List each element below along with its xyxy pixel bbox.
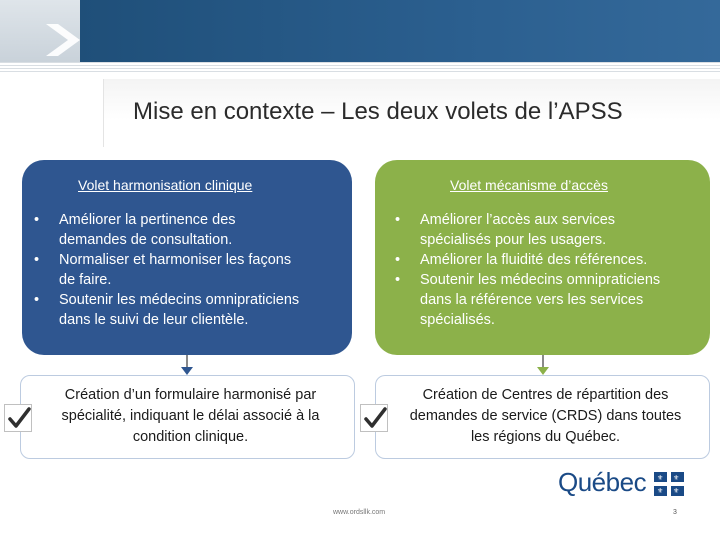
checkmark-icon <box>4 404 32 432</box>
bullet-line: Améliorer la fluidité des références. <box>420 252 648 268</box>
arrow-head <box>537 367 549 375</box>
arrow-head <box>181 367 193 375</box>
top-banner <box>0 0 720 62</box>
harmonisation-heading: Volet harmonisation clinique <box>78 177 253 193</box>
list-item <box>28 210 299 250</box>
logo-wordmark: Québec <box>558 467 647 497</box>
bullet-icon: • <box>34 252 40 268</box>
bullet-line: de faire. <box>59 272 112 288</box>
list-item <box>28 290 299 330</box>
bullet-line: Améliorer l’accès aux services <box>420 212 616 228</box>
harmonisation-bullets <box>28 210 299 330</box>
bullet-icon: • <box>395 212 401 228</box>
acces-panel <box>375 160 710 355</box>
result-line: Création d’un formulaire harmonisé par <box>64 387 317 403</box>
checkmark-icon <box>360 404 388 432</box>
result-line: demandes de service (CRDS) dans toutes <box>409 408 682 424</box>
bullet-line: spécialisés pour les usagers. <box>420 232 607 248</box>
bullet-line: spécialisés. <box>420 312 495 328</box>
acces-heading: Volet mécanisme d’accès <box>450 177 608 193</box>
decorative-lines <box>0 62 720 72</box>
svg-text:⚜: ⚜ <box>657 487 664 495</box>
list-item <box>28 250 299 290</box>
bullet-icon: • <box>395 272 401 288</box>
bullet-line: Soutenir les médecins omnipraticiens <box>59 292 300 308</box>
bullet-icon: • <box>395 252 401 268</box>
list-item <box>389 250 660 270</box>
acces-bullets <box>389 210 660 330</box>
bullet-line: dans le suivi de leur clientèle. <box>59 312 249 328</box>
harmonisation-panel <box>22 160 352 355</box>
svg-text:⚜: ⚜ <box>673 474 680 482</box>
quebec-flag-icon <box>654 472 684 496</box>
page-title: Mise en contexte – Les deux volets de l’APSS <box>133 98 623 125</box>
footer-url[interactable]: www.ordsllk.com <box>333 509 386 516</box>
result-line: spécialité, indiquant le délai associé à la <box>61 408 320 424</box>
bullet-line: Soutenir les médecins omnipraticiens <box>420 272 661 288</box>
result-line: Création de Centres de répartition des <box>422 387 669 403</box>
bullet-line: Améliorer la pertinence des <box>59 212 236 228</box>
formulaire-result-box <box>20 375 355 459</box>
bullet-icon: • <box>34 292 40 308</box>
bullet-line: demandes de consultation. <box>59 232 233 248</box>
bullet-line: Normaliser et harmoniser les façons <box>59 252 292 268</box>
banner-dark-band <box>80 0 720 62</box>
result-text <box>37 385 344 448</box>
result-line: les régions du Québec. <box>470 429 621 445</box>
crds-result-box <box>375 375 710 459</box>
bullet-line: dans la référence vers les services <box>420 292 644 308</box>
list-item <box>389 210 660 250</box>
result-line: condition clinique. <box>132 429 249 445</box>
chevron-right-icon <box>44 22 82 58</box>
page-number: 3 <box>673 509 677 516</box>
down-arrow-icon <box>186 355 188 369</box>
down-arrow-icon <box>542 355 544 369</box>
list-item <box>389 270 660 330</box>
bullet-icon: • <box>34 212 40 228</box>
svg-text:⚜: ⚜ <box>673 487 680 495</box>
result-text <box>392 385 699 448</box>
svg-text:⚜: ⚜ <box>657 474 664 482</box>
